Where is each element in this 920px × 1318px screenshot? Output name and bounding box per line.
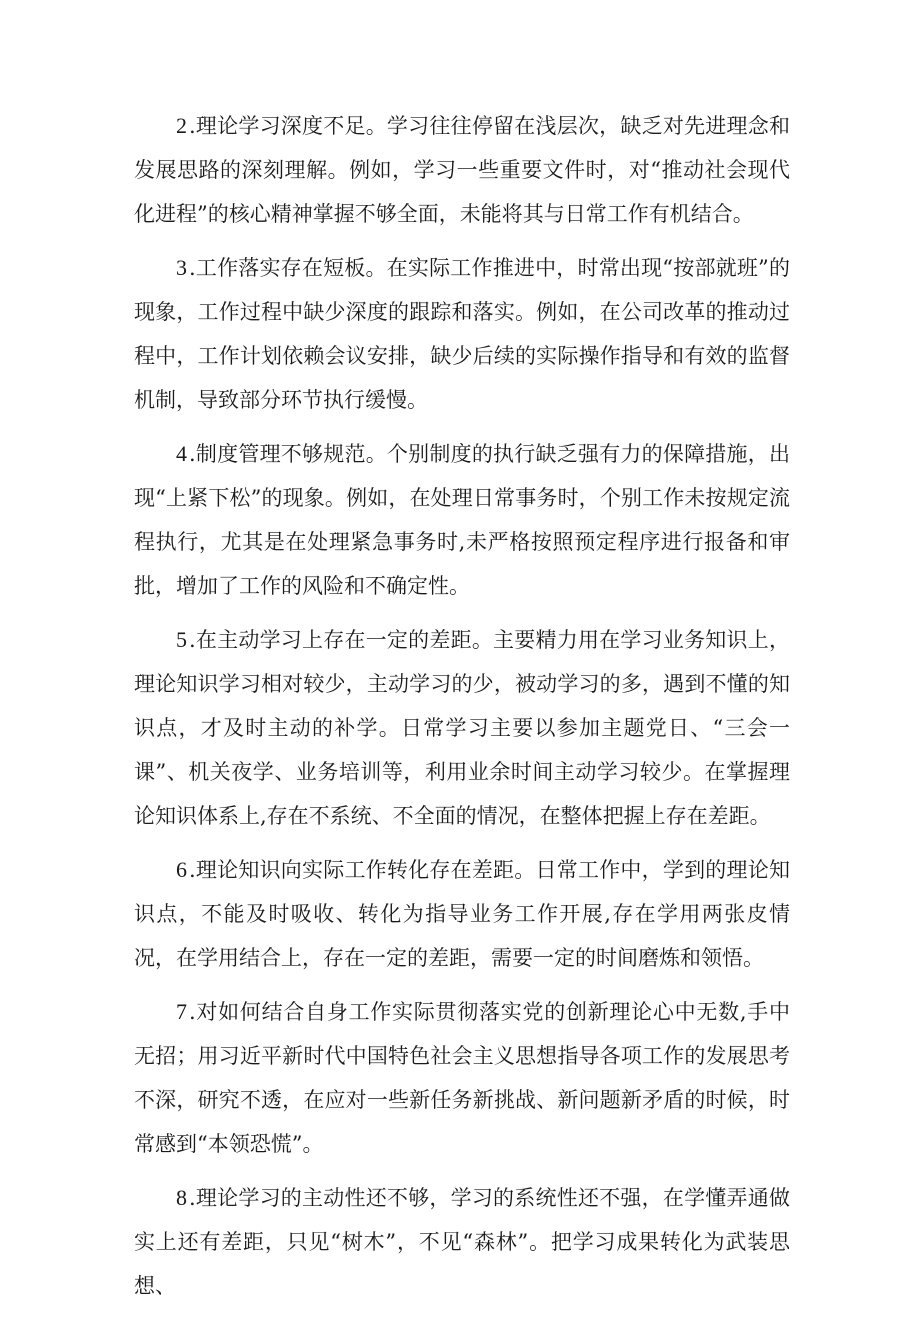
- item-number: 6: [176, 857, 187, 882]
- item-text: .理论学习深度不足。学习往往停留在浅层次，缺乏对先进理念和发展思路的深刻理解。例如，学习一些重要文件时，对“推动社会现代化进程”的核心精神掌握不够全面，未能将其与日常工作有机结合。: [134, 114, 790, 226]
- paragraph-item-8: [134, 1176, 790, 1308]
- item-text: .在主动学习上存在一定的差距。主要精力用在学习业务知识上，理论知识学习相对较少，主动学习的少，被动学习的多，遇到不懂的知识点，才及时主动的补学。日常学习主要以参加主题党日、“三会一课”、机关夜学、业务培训等，利用业余时间主动学习较少。在掌握理论知识体系上,存在不系统、不全面的情况，在整体把握上存在差距。: [134, 628, 790, 828]
- paragraph-item-6: [134, 848, 790, 980]
- item-number: 2: [176, 113, 187, 138]
- item-number: 7: [176, 999, 187, 1024]
- item-text: .对如何结合自身工作实际贯彻落实党的创新理论心中无数,手中无招；用习近平新时代中国特色社会主义思想指导各项工作的发展思考不深，研究不透，在应对一些新任务新挑战、新问题新矛盾的时候，时常感到“本领恐慌”。: [134, 1000, 790, 1156]
- paragraph-item-3: [134, 246, 790, 422]
- document-body: [134, 104, 790, 1318]
- item-number: 3: [176, 255, 187, 280]
- item-number: 4: [176, 441, 187, 466]
- item-number: 8: [176, 1185, 187, 1210]
- paragraph-item-5: [134, 618, 790, 838]
- paragraph-item-7: [134, 990, 790, 1166]
- item-text: .理论学习的主动性还不够，学习的系统性还不强，在学懂弄通做实上还有差距，只见“树木”，不见“森林”。把学习成果转化为武装思想、: [134, 1186, 790, 1298]
- item-text: .理论知识向实际工作转化存在差距。日常工作中，学到的理论知识点，不能及时吸收、转化为指导业务工作开展,存在学用两张皮情况，在学用结合上，存在一定的差距，需要一定的时间磨炼和领悟。: [134, 858, 790, 970]
- paragraph-item-4: [134, 432, 790, 608]
- paragraph-item-2: [134, 104, 790, 236]
- item-number: 5: [176, 627, 187, 652]
- item-text: .制度管理不够规范。个别制度的执行缺乏强有力的保障措施，出现“上紧下松”的现象。例如，在处理日常事务时，个别工作未按规定流程执行，尤其是在处理紧急事务时,未严格按照预定程序进行报备和审批，增加了工作的风险和不确定性。: [134, 442, 790, 598]
- item-text: .工作落实存在短板。在实际工作推进中，时常出现“按部就班”的现象，工作过程中缺少深度的跟踪和落实。例如，在公司改革的推动过程中，工作计划依赖会议安排，缺少后续的实际操作指导和有效的监督机制，导致部分环节执行缓慢。: [134, 256, 790, 412]
